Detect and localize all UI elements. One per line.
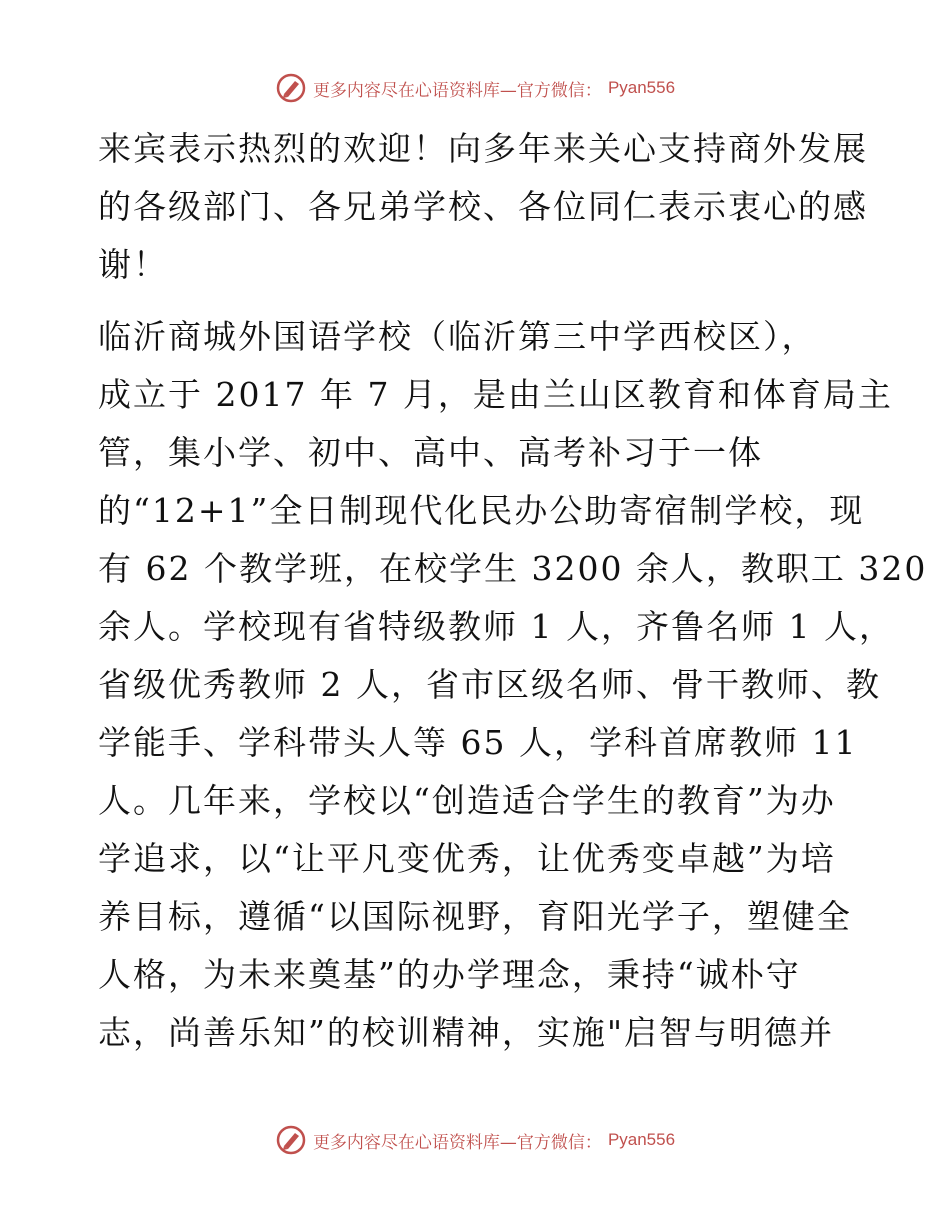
header-watermark [0,72,950,104]
text-line: 成立于 2017 年 7 月，是由兰山区教育和体育局主 [98,375,893,414]
footer-watermark [0,1124,950,1156]
watermark-account: Pyan556 [607,78,676,97]
watermark-account: Pyan556 [607,1130,676,1149]
text-line: 志，尚善乐知”的校训精神，实施"启智与明德并 [98,1013,835,1052]
watermark-text: 更多内容尽在心语资料库—官方微信： [312,80,602,101]
paragraph-welcome [98,120,868,294]
document-body [98,120,928,1062]
text-line: 学能手、学科带头人等 65 人，学科首席教师 11 [98,723,858,762]
text-line: 省级优秀教师 2 人，省市区级名师、骨干教师、教 [98,665,881,704]
text-line: 管，集小学、初中、高中、高考补习于一体 [98,433,763,472]
text-line: 的各级部门、各兄弟学校、各位同仁表示衷心的感 [98,187,868,226]
text-line: 的“12+1”全日制现代化民办公助寄宿制学校，现 [98,491,865,530]
text-line: 临沂商城外国语学校（临沂第三中学西校区）， [98,317,817,356]
text-line: 来宾表示热烈的欢迎！向多年来关心支持商外发展 [98,129,868,168]
paragraph-school-intro [98,308,928,1062]
text-line: 有 62 个教学班，在校学生 3200 余人，教职工 320 [98,549,928,588]
pen-logo-icon [275,72,307,104]
text-line: 人格，为未来奠基”的办学理念，秉持“诚朴守 [98,955,801,994]
text-line: 谢！ [98,245,168,284]
text-line: 学追求，以“让平凡变优秀，让优秀变卓越”为培 [98,839,836,878]
pen-logo-icon [275,1124,307,1156]
watermark-text: 更多内容尽在心语资料库—官方微信： [312,1132,602,1153]
text-line: 余人。学校现有省特级教师 1 人，齐鲁名师 1 人， [98,607,894,646]
text-line: 养目标，遵循“以国际视野，育阳光学子，塑健全 [98,897,852,936]
text-line: 人。几年来，学校以“创造适合学生的教育”为办 [98,781,836,820]
